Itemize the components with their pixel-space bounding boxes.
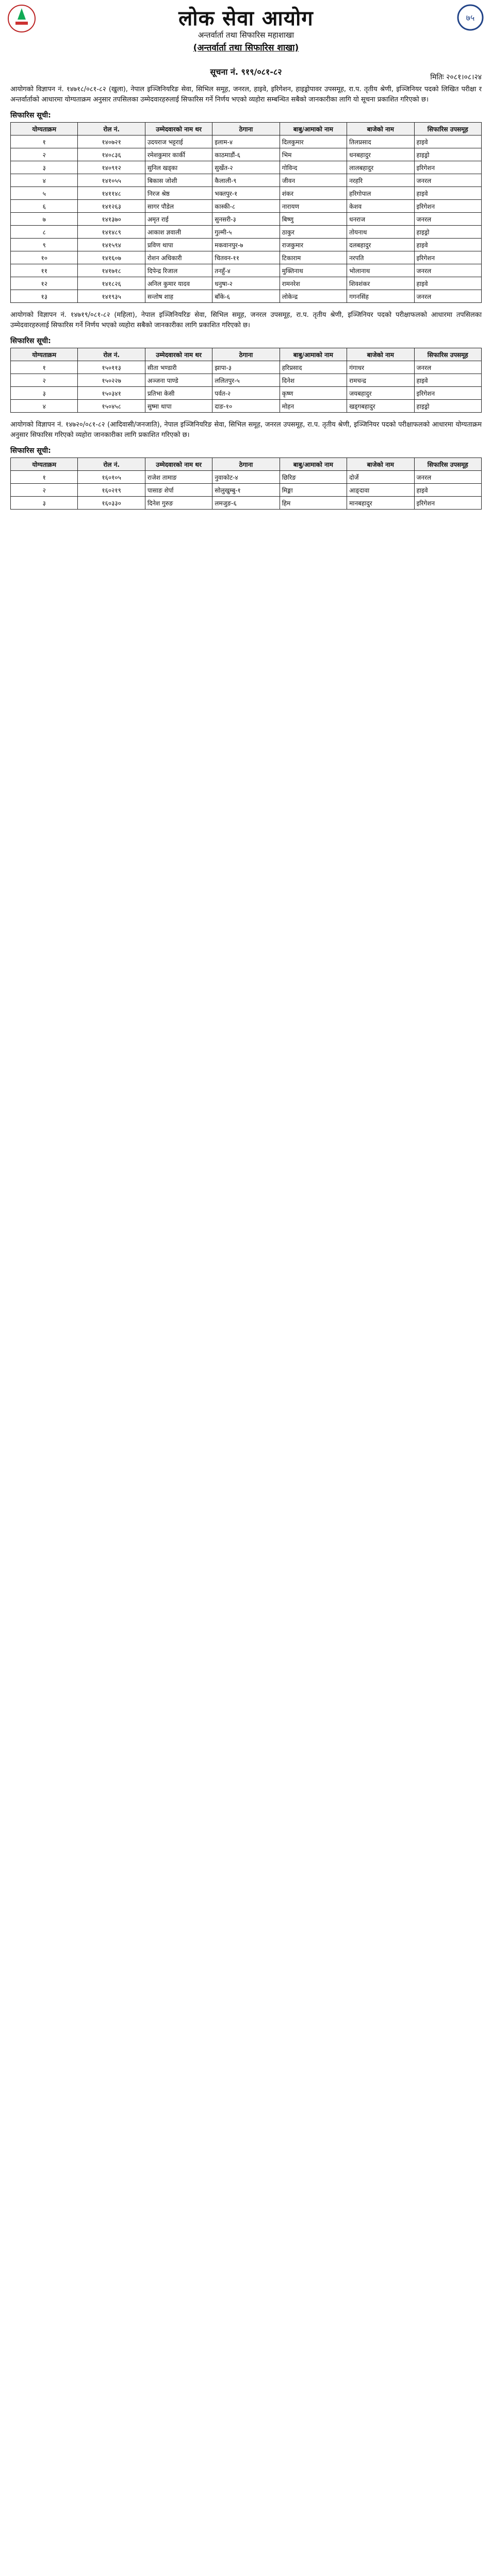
table-cell: १४१४८९ bbox=[78, 226, 145, 239]
table-cell: तोयनाथ bbox=[347, 226, 414, 239]
table-cell: छिरिङ bbox=[280, 471, 347, 484]
table-cell: तिलप्रसाद bbox=[347, 135, 414, 148]
svg-text:७५: ७५ bbox=[466, 13, 475, 23]
table-cell: हाइवे bbox=[414, 187, 481, 200]
table-cell: दिपेन्द्र रिजाल bbox=[145, 264, 212, 277]
table-cell: सुनिल खड्का bbox=[145, 161, 212, 174]
table-cell: गोविन्द bbox=[280, 161, 347, 174]
table-cell: ११ bbox=[11, 264, 78, 277]
table-row bbox=[11, 471, 482, 484]
table-cell: हरिगोपाल bbox=[347, 187, 414, 200]
column-header: ठेगाना bbox=[212, 348, 280, 361]
table-cell: सुनसरी-३ bbox=[212, 213, 280, 226]
table-cell: जनरल bbox=[414, 174, 481, 187]
table-row bbox=[11, 374, 482, 387]
table-row bbox=[11, 277, 482, 290]
table-row bbox=[11, 239, 482, 251]
notice-number: सूचना नं. ९१९/०८१-८२ bbox=[210, 67, 282, 77]
table-cell: जनरल bbox=[414, 361, 481, 374]
table-cell: दिनेश गुरुङ bbox=[145, 497, 212, 510]
table-row bbox=[11, 135, 482, 148]
table-cell: १ bbox=[11, 135, 78, 148]
table-cell: टिकाराम bbox=[280, 251, 347, 264]
table-cell: इरिगेशन bbox=[414, 161, 481, 174]
table-cell: कृष्ण bbox=[280, 387, 347, 400]
table-cell: हाइड्रो bbox=[414, 226, 481, 239]
table-cell: २ bbox=[11, 148, 78, 161]
table-cell: सुर्खेत-२ bbox=[212, 161, 280, 174]
table-cell: चितवन-११ bbox=[212, 251, 280, 264]
table-cell: हाइवे bbox=[414, 484, 481, 497]
table-cell: १४१३७० bbox=[78, 213, 145, 226]
section-title: सिफारिस सूची: bbox=[10, 111, 51, 120]
table-cell: गगनसिंह bbox=[347, 290, 414, 303]
section-title: सिफारिस सूची: bbox=[10, 337, 51, 345]
table-cell: १४०८३६ bbox=[78, 148, 145, 161]
table-cell: ५ bbox=[11, 187, 78, 200]
table-cell: हाइवे bbox=[414, 277, 481, 290]
table-cell: ७ bbox=[11, 213, 78, 226]
column-header: बाबु/आमाको नाम bbox=[280, 123, 347, 135]
table-cell: ९ bbox=[11, 239, 78, 251]
table-cell: इरिगेशन bbox=[414, 200, 481, 213]
table-cell: निरज श्रेष्ठ bbox=[145, 187, 212, 200]
table-cell: ८ bbox=[11, 226, 78, 239]
header bbox=[0, 0, 492, 62]
table-cell: १५०३४१ bbox=[78, 387, 145, 400]
table-cell: १६०३३० bbox=[78, 497, 145, 510]
table-cell: सन्तोष शाह bbox=[145, 290, 212, 303]
table-cell: जनरल bbox=[414, 264, 481, 277]
table-row bbox=[11, 200, 482, 213]
column-header: बाजेको नाम bbox=[347, 123, 414, 135]
table-row bbox=[11, 174, 482, 187]
notice-paragraph: आयोगको विज्ञापन नं. १४७१८/०८१-८२ (खुला), नेपाल इञ्जिनियरिङ सेवा, सिभिल समूह, जनरल, हाइवे, इरिगेशन, हाइड्रोपावर उपसमूह, रा.प. तृतीय श्रेणी, इञ्जिनियर पदको लिखित परीक्षा र अन्तर्वार्ताको आधारमा योग्यताक्रम अनुसार तपसिलका उम्मेदवारहरुलाई सिफारिस गर्ने निर्णय भएको व्यहोरा सम्बन्धित सबैको जानकारीका लागि यो सूचना प्रकाशित गरिएको छ। bbox=[10, 86, 482, 104]
table-cell: १५०२२७ bbox=[78, 374, 145, 387]
table-cell: १३ bbox=[11, 290, 78, 303]
table-cell: लमजुङ-६ bbox=[212, 497, 280, 510]
table-row bbox=[11, 187, 482, 200]
table-cell: जनरल bbox=[414, 471, 481, 484]
column-header: रोल नं. bbox=[78, 123, 145, 135]
table-cell: लालबहादुर bbox=[347, 161, 414, 174]
table-cell: भोलानाथ bbox=[347, 264, 414, 277]
table-cell: आकाश ज्ञवाली bbox=[145, 226, 212, 239]
table-cell: १४०७२१ bbox=[78, 135, 145, 148]
column-header: योग्यताक्रम bbox=[11, 123, 78, 135]
table-cell: शिवशंकर bbox=[347, 277, 414, 290]
table-row bbox=[11, 290, 482, 303]
table-cell: १४१९३५ bbox=[78, 290, 145, 303]
table-cell: १४०९१२ bbox=[78, 161, 145, 174]
table-cell: १२ bbox=[11, 277, 78, 290]
table-cell: १६०२१९ bbox=[78, 484, 145, 497]
table-cell: नारायण bbox=[280, 200, 347, 213]
table-cell: १ bbox=[11, 471, 78, 484]
table-cell: दाङ-१० bbox=[212, 400, 280, 413]
table-cell: हाइड्रो bbox=[414, 148, 481, 161]
table-cell: हिम bbox=[280, 497, 347, 510]
table-row bbox=[11, 400, 482, 413]
table-cell: खड्गबहादुर bbox=[347, 400, 414, 413]
table-cell: प्रविण थापा bbox=[145, 239, 212, 251]
table-cell: दलबहादुर bbox=[347, 239, 414, 251]
org-subtitle: अन्तर्वार्ता तथा सिफारिस महाशाखा bbox=[198, 30, 294, 40]
notice-line bbox=[0, 62, 492, 82]
table-cell: कास्की-८ bbox=[212, 200, 280, 213]
table-cell: अमृत राई bbox=[145, 213, 212, 226]
table-cell: भिम bbox=[280, 148, 347, 161]
table-cell: मोहन bbox=[280, 400, 347, 413]
table-cell: आङ्दावा bbox=[347, 484, 414, 497]
table-cell: १४१२६३ bbox=[78, 200, 145, 213]
table-row bbox=[11, 484, 482, 497]
table-cell: २ bbox=[11, 374, 78, 387]
table-cell: १४१८२६ bbox=[78, 277, 145, 290]
table-cell: ३ bbox=[11, 387, 78, 400]
table-row bbox=[11, 148, 482, 161]
column-header: सिफारिस उपसमूह bbox=[414, 348, 481, 361]
recommendation-table bbox=[10, 348, 482, 413]
table-cell: पर्वत-२ bbox=[212, 387, 280, 400]
table-cell: रमेशकुमार कार्की bbox=[145, 148, 212, 161]
notice-date: मितिः २०८१।०८।२४ bbox=[430, 73, 482, 81]
table-cell: रामनरेश bbox=[280, 277, 347, 290]
recommendation-table bbox=[10, 122, 482, 303]
recommendation-table bbox=[10, 457, 482, 510]
table-cell: १५०११३ bbox=[78, 361, 145, 374]
table-cell: मुक्तिनाथ bbox=[280, 264, 347, 277]
table-cell: पासाङ शेर्पा bbox=[145, 484, 212, 497]
table-cell: इरिगेशन bbox=[414, 387, 481, 400]
table-cell: रोशन अधिकारी bbox=[145, 251, 212, 264]
column-header: सिफारिस उपसमूह bbox=[414, 458, 481, 471]
table-row bbox=[11, 264, 482, 277]
table-cell: १६०१०५ bbox=[78, 471, 145, 484]
branch-title: (अन्तर्वार्ता तथा सिफारिस शाखा) bbox=[193, 43, 299, 53]
table-row bbox=[11, 251, 482, 264]
table-cell: ४ bbox=[11, 174, 78, 187]
table-cell: १ bbox=[11, 361, 78, 374]
table-cell: काठमाडौं-६ bbox=[212, 148, 280, 161]
column-header: बाबु/आमाको नाम bbox=[280, 348, 347, 361]
table-cell: १५०४५८ bbox=[78, 400, 145, 413]
table-cell: अञ्जना पाण्डे bbox=[145, 374, 212, 387]
section-title: सिफारिस सूची: bbox=[10, 447, 51, 455]
table-cell: धनबहादुर bbox=[347, 148, 414, 161]
column-header: ठेगाना bbox=[212, 123, 280, 135]
table-cell: ३ bbox=[11, 497, 78, 510]
table-cell: झापा-३ bbox=[212, 361, 280, 374]
table-cell: कैलाली-९ bbox=[212, 174, 280, 187]
table-cell: १४११४८ bbox=[78, 187, 145, 200]
table-cell: दिनेश bbox=[280, 374, 347, 387]
table-cell: ४ bbox=[11, 400, 78, 413]
table-cell: मकवानपुर-७ bbox=[212, 239, 280, 251]
table-cell: जनरल bbox=[414, 213, 481, 226]
table-cell: शंकर bbox=[280, 187, 347, 200]
table-cell: हाइवे bbox=[414, 374, 481, 387]
table-cell: सोलुखुम्बु-१ bbox=[212, 484, 280, 497]
table-cell: ६ bbox=[11, 200, 78, 213]
commission-logo-icon bbox=[456, 3, 485, 35]
table-cell: नरहरि bbox=[347, 174, 414, 187]
table-row bbox=[11, 161, 482, 174]
table-cell: इरिगेशन bbox=[414, 497, 481, 510]
table-cell: तनहुँ-४ bbox=[212, 264, 280, 277]
column-header: योग्यताक्रम bbox=[11, 348, 78, 361]
table-cell: सुष्मा थापा bbox=[145, 400, 212, 413]
table-row bbox=[11, 497, 482, 510]
table-row bbox=[11, 213, 482, 226]
table-cell: नरपति bbox=[347, 251, 414, 264]
table-cell: बाँके-६ bbox=[212, 290, 280, 303]
table-cell: उदयराज भट्टराई bbox=[145, 135, 212, 148]
table-cell: नुवाकोट-४ bbox=[212, 471, 280, 484]
table-cell: १४१०५५ bbox=[78, 174, 145, 187]
table-cell: भक्तपुर-१ bbox=[212, 187, 280, 200]
table-cell: हाइवे bbox=[414, 135, 481, 148]
table-row bbox=[11, 226, 482, 239]
org-title: लोक सेवा आयोग bbox=[178, 7, 314, 30]
notice-paragraph: आयोगको विज्ञापन नं. १४७१९/०८१-८२ (महिला), नेपाल इञ्जिनियरिङ सेवा, सिभिल समूह, जनरल उपसमूह, रा.प. तृतीय श्रेणी, इञ्जिनियर पदको परीक्षाफलको आधारमा तपसिलका उम्मेदवारहरुलाई सिफारिस गर्ने निर्णय भएको व्यहोरा सबैको जानकारीका लागि प्रकाशित गरिएको छ। bbox=[10, 311, 482, 329]
table-cell: जयबहादुर bbox=[347, 387, 414, 400]
table-cell: धनराज bbox=[347, 213, 414, 226]
table-cell: ३ bbox=[11, 161, 78, 174]
table-cell: लोकेन्द्र bbox=[280, 290, 347, 303]
table-cell: ठाकुर bbox=[280, 226, 347, 239]
table-cell: दोर्जे bbox=[347, 471, 414, 484]
table-cell: सीता भण्डारी bbox=[145, 361, 212, 374]
column-header: उम्मेदवारको नाम थर bbox=[145, 348, 212, 361]
notices-container bbox=[0, 82, 492, 515]
column-header: ठेगाना bbox=[212, 458, 280, 471]
column-header: रोल नं. bbox=[78, 348, 145, 361]
column-header: बाबु/आमाको नाम bbox=[280, 458, 347, 471]
column-header: बाजेको नाम bbox=[347, 458, 414, 471]
table-cell: इरिगेशन bbox=[414, 251, 481, 264]
table-cell: इलाम-४ bbox=[212, 135, 280, 148]
table-cell: मानबहादुर bbox=[347, 497, 414, 510]
table-cell: १४१६०७ bbox=[78, 251, 145, 264]
table-cell: जीवन bbox=[280, 174, 347, 187]
table-cell: दिलकुमार bbox=[280, 135, 347, 148]
table-cell: १४१५९४ bbox=[78, 239, 145, 251]
column-header: उम्मेदवारको नाम थर bbox=[145, 123, 212, 135]
column-header: उम्मेदवारको नाम थर bbox=[145, 458, 212, 471]
table-cell: राजेश तामाङ bbox=[145, 471, 212, 484]
table-cell: मिङ्मा bbox=[280, 484, 347, 497]
table-cell: १४१७१८ bbox=[78, 264, 145, 277]
column-header: बाजेको नाम bbox=[347, 348, 414, 361]
table-cell: १० bbox=[11, 251, 78, 264]
table-cell: सागर पौडेल bbox=[145, 200, 212, 213]
table-row bbox=[11, 387, 482, 400]
table-cell: अनिल कुमार यादव bbox=[145, 277, 212, 290]
table-cell: केशव bbox=[347, 200, 414, 213]
table-cell: धनुषा-२ bbox=[212, 277, 280, 290]
table-cell: २ bbox=[11, 484, 78, 497]
table-cell: बिकास जोशी bbox=[145, 174, 212, 187]
column-header: सिफारिस उपसमूह bbox=[414, 123, 481, 135]
table-row bbox=[11, 361, 482, 374]
table-cell: बिष्णु bbox=[280, 213, 347, 226]
table-cell: राजकुमार bbox=[280, 239, 347, 251]
column-header: रोल नं. bbox=[78, 458, 145, 471]
table-cell: हरिप्रसाद bbox=[280, 361, 347, 374]
column-header: योग्यताक्रम bbox=[11, 458, 78, 471]
table-cell: गंगाधर bbox=[347, 361, 414, 374]
table-cell: ललितपुर-५ bbox=[212, 374, 280, 387]
table-cell: रामचन्द्र bbox=[347, 374, 414, 387]
table-cell: जनरल bbox=[414, 290, 481, 303]
table-cell: गुल्मी-५ bbox=[212, 226, 280, 239]
notice-paragraph: आयोगको विज्ञापन नं. १४७२०/०८१-८२ (आदिवासी/जनजाति), नेपाल इञ्जिनियरिङ सेवा, सिभिल समूह, जनरल उपसमूह, रा.प. तृतीय श्रेणी, इञ्जिनियर पदको परीक्षाफलको आधारमा योग्यताक्रम अनुसार सिफारिस गरिएको व्यहोरा जानकारीका लागि प्रकाशित गरिएको छ। bbox=[10, 421, 482, 439]
table-cell: हाइड्रो bbox=[414, 400, 481, 413]
table-cell: हाइवे bbox=[414, 239, 481, 251]
table-cell: प्रतिभा केसी bbox=[145, 387, 212, 400]
